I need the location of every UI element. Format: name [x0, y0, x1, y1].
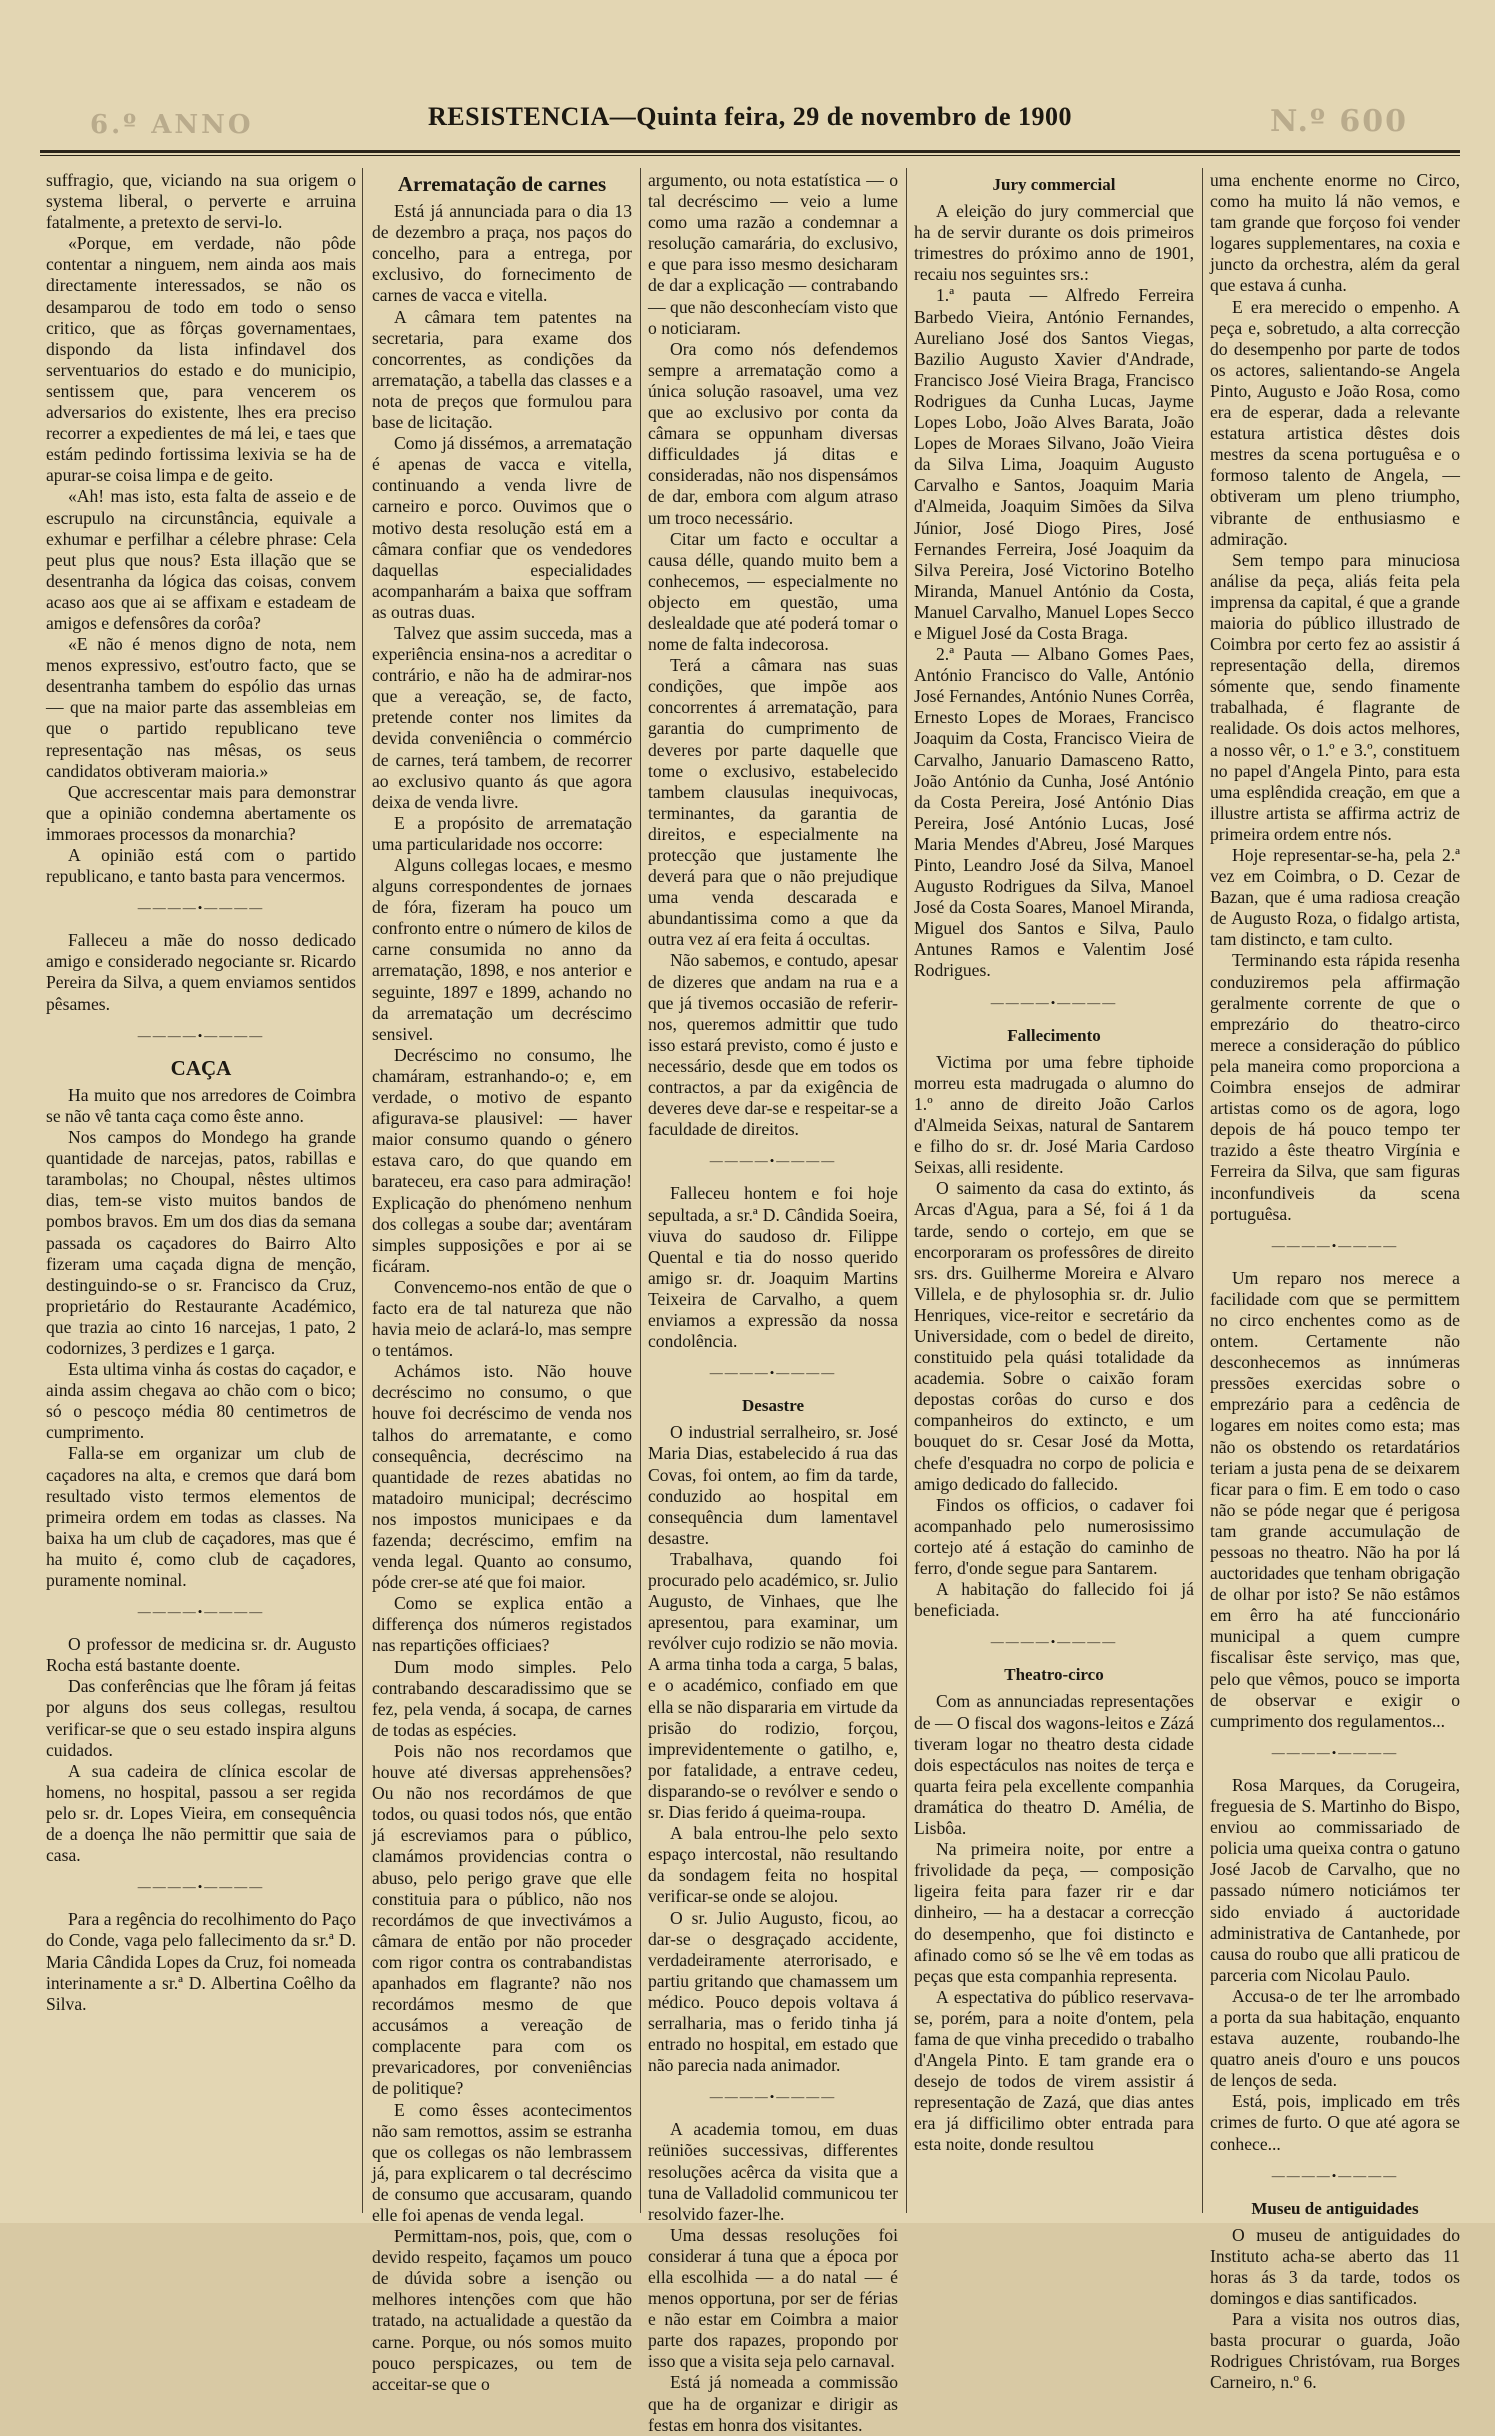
- paragraph: Rosa Marques, da Corugeira, freguesia de S. Martinho do Bispo, enviou ao commissariado de policia uma queixa contra o gatuno José Jacob de Carvalho, que no passado número noticiámos ter sido enviado á auctoridade administrativa de Cantanhede, por causa do roubo que alli praticou de parceria com Nicolau Paulo.: [1210, 1774, 1460, 1985]
- paragraph: Hoje representar-se-ha, pela 2.ª vez em Coimbra, o D. Cezar de Bazan, que é uma radiosa creação de Augusto Roza, o fidalgo artista, tam distincto, e tam culto.: [1210, 845, 1460, 950]
- paragraph: «Porque, em verdade, não pôde contentar a ninguem, nem ainda aos mais directamente interessados, se não os desamparou de todo em todo o senso critico, que as fôrças governamentaes, dispondo da lista infindavel dos serventuarios do estado e do municipio, sentissem que, para vencerem os adversarios do existente, lhes era preciso recorrer a expedientes de má lei, e taes que estám pedindo fortissima lexivia se ha de apurar-se coisa limpa e de geito.: [46, 233, 356, 486]
- paragraph: Trabalhava, quando foi procurado pelo académico, sr. Julio Augusto, de Vinhaes, que lhe apresentou, para examinar, um revólver cujo rodizio se não movia. A arma tinha toda a carga, 5 balas, e o académico, confiado em que ella se não dispararia em virtude da prisão do rodizio, forçou, imprevidentemente o gatilho, e, por fatalidade, a entrave cedeu, disparando-se o revólver e sendo o sr. Dias ferido á queima-roupa.: [648, 1548, 898, 1823]
- paragraph: Está já annunciada para o dia 13 de dezembro a praça, nos paços do concelho, para a entrega, por exclusivo, do fornecimento de carnes de vacca e vitella.: [372, 201, 632, 306]
- paragraph: Alguns collegas locaes, e mesmo alguns correspondentes de jornaes de fóra, fizeram ha pouco um confronto entre o número de kilos de carne consumida no anno da arrematação, 1898, e nos anterior e seguinte, 1897 e 1899, achando no da arrematação um decréscimo sensivel.: [372, 855, 632, 1044]
- column-1: [46, 170, 356, 2210]
- paragraph: Esta ultima vinha ás costas do caçador, e ainda assim chegava ao chão com o bico; só o pescoço média 80 centimetros de cumprimento.: [46, 1359, 356, 1443]
- paragraph: uma enchente enorme no Circo, como ha muito lá não vemos, e tam grande que forçoso foi vender logares supplementares, na coxia e juncto da orchestra, além da geral que estava á cunha.: [1210, 170, 1460, 296]
- paragraph: A sua cadeira de clínica escolar de homens, no hospital, passou a ser regida pelo sr. dr. Lopes Vieira, em consequência de a doença lhe não permittir que saia de casa.: [46, 1760, 356, 1866]
- ornament-divider: ————•————: [990, 994, 1118, 1010]
- ornament-divider: ————•————: [137, 1027, 265, 1043]
- column-3: [648, 170, 898, 2435]
- paragraph: Dum modo simples. Pelo contrabando descaradissimo que se fez, pela venda, á socapa, de carnes de todas as espécies.: [372, 1656, 632, 1740]
- paragraph: Não sabemos, e contudo, apesar de dizeres que andam na rua e a que já tivemos occasião de referir-nos, queremos admittir que tudo isso estará previsto, como é justo e necessário, desde que em todos os contractos, a par da exigência de deveres deve dar-se e respeitar-se a faculdade de direitos.: [648, 950, 898, 1140]
- paragraph: E era merecido o empenho. A peça e, sobretudo, a alta correcção do desempenho por parte de todos os actores, salientando-se Angela Pinto, Augusto e João Rosa, como era de esperar, dada a relevante estatura artistica dêstes dois mestres da scena portuguêsa e o formoso talento de Angela, — obtiveram um pleno triumpho, vibrante de enthusiasmo e admiração.: [1210, 296, 1460, 549]
- ornament-divider: ————•————: [709, 2089, 837, 2105]
- paragraph: Sem tempo para minuciosa análise da peça, aliás feita pela imprensa da capital, é que a grande maioria do público illustrado de Coimbra por certo fez ao assistir á representação della, diremos sómente que, sendo finamente trabalhada, é flagrante de realidade. Os dois actos melhores, a nosso vêr, o 1.º e 3.º, constituem no papel d'Angela Pinto, para esta uma esplêndida creação, em que a illustre artista se affirma actriz de primeira ordem entre nós.: [1210, 549, 1460, 844]
- paragraph: Permittam-nos, pois, que, com o devido respeito, façamos um pouco de dúvida sobre a isenção ou melhores intenções com que hão tratado, na actualidade a questão da carne. Porque, ou nós somos muito pouco perspicazes, ou tem de acceitar-se que o: [372, 2226, 632, 2394]
- paragraph: Para a regência do recolhimento do Paço do Conde, vaga pelo fallecimento da sr.ª D. Maria Cândida Lopes da Cruz, foi nomeada interinamente a sr.ª D. Albertina Coêlho da Silva.: [46, 1909, 356, 2014]
- section-heading-caca: CAÇA: [170, 1055, 232, 1080]
- paragraph: Como já dissémos, a arrematação é apenas de vacca e vitella, continuando a venda livre de carneiro e porco. Ouvimos que o motivo desta resolução está em a câmara confiar que os vendedores daquellas especialidades acompanharám a baixa que soffram as outras duas.: [372, 433, 632, 622]
- paragraph: Talvez que assim succeda, mas a experiência ensina-nos a acreditar o contrário, e não ha de admirar-nos que a vereação, se, de facto, pretende conter nos limites da devida conveniência o commércio de carnes, terá tambem, de recorrer ao exclusivo quanto ás que agora deixa de venda livre.: [372, 622, 632, 812]
- ornament-divider: ————•————: [1271, 1237, 1399, 1253]
- masthead-rule: [40, 150, 1460, 153]
- column-divider: [640, 168, 641, 2213]
- paragraph: A opinião está com o partido republicano, e tanto basta para vencermos.: [46, 845, 356, 887]
- paragraph: A espectativa do público reservava-se, porém, para a noite d'ontem, pela fama de que vinha precedido o trabalho d'Angela Pinto. E tam grande era o desejo de todos de virem assistir á representação de Zazá, que dias antes era já difficilimo obter entrada para esta noite, donde resultou: [914, 1986, 1194, 2155]
- paragraph: Falleceu hontem e foi hoje sepultada, a sr.ª D. Cândida Soeira, viuva do saudoso dr. Filippe Quental e tia do nosso querido amigo sr. dr. Joaquim Martins Teixeira de Carvalho, a quem enviamos a expressão da nossa condolência.: [648, 1183, 898, 1352]
- column-4: [914, 170, 1194, 2210]
- paragraph: Nos campos do Mondego ha grande quantidade de narcejas, patos, rabillas e tarambolas; no Choupal, nêstes ultimos dias, tem-se visto muitos bandos de pombos bravos. Em um dos dias da semana passada os caçadores do Bairro Alto fizeram uma caçada digna de menção, destinguindo-se o sr. Francisco da Cruz, proprietário do Restaurante Académico, que trazia ao cinto 16 narcejas, 1 pato, 2 codornizes, 3 perdizes e 1 garça.: [46, 1127, 356, 1358]
- paragraph: Que accrescentar mais para demonstrar que a opinião condemna abertamente os immoraes processos da monarchia?: [46, 781, 356, 844]
- ornament-divider: ————•————: [137, 1879, 265, 1895]
- section-heading-desastre: Desastre: [742, 1396, 804, 1416]
- paragraph: Convencemo-nos então de que o facto era de tal natureza que não havia meio de aclará-lo, mas sempre o tentámos.: [372, 1276, 632, 1361]
- paragraph: Achámos isto. Não houve decréscimo no consumo, o que houve foi decréscimo de venda nos talhos do arrematante, e como consequência, decréscimo na quantidade de rezes abatidas no matadoiro municipal; decréscimo nos impostos municipaes e da fazenda; decréscimo, emfim na venda legal. Quanto ao consumo, póde crer-se até que foi maior.: [372, 1361, 632, 1593]
- paragraph: O professor de medicina sr. dr. Augusto Rocha está bastante doente.: [46, 1634, 356, 1676]
- column-divider: [1202, 168, 1203, 2213]
- ornament-divider: ————•————: [990, 1634, 1118, 1650]
- ornament-divider: ————•————: [709, 1365, 837, 1381]
- column-5: [1210, 170, 1460, 2393]
- masthead: [0, 0, 1495, 160]
- paragraph: A academia tomou, em duas reüniões successivas, differentes resoluções acêrca da visita que a tuna de Valladolid communicou ter resolvido fazer-lhe.: [648, 2119, 898, 2224]
- paragraph: Pois não nos recordamos que houve até diversas apprehensões? Ou não nos recordámos de que todos, ou quasi todos nós, que então já escreviamos para o público, clamámos providencias contra o abuso, pelo perigo grave que elle constituia para o público, não nos recordámos de que invectivámos a câmara de então por não proceder com rigor contra os contrabandistas apanhados em flagrante? não nos recordámos mesmo de que accusámos a vereação de complacente para com os prevaricadores, por conveniências de politique?: [372, 1740, 632, 2099]
- paragraph: O saimento da casa do extinto, ás Arcas d'Agua, para a Sé, foi á 1 da tarde, sendo o cortejo, em que se encorporaram os professôres de direito srs. drs. Guilherme Moreira e Alvaro Villela, e de phylosophia sr. dr. Julio Henriques, vice-reitor e secretário da Universidade, com o bedel de direito, constituido pela quási totalidade da academia. Sobre o caixão foram depostas corôas do curso e dos companheiros do extincto, e um bouquet do sr. Cesar José da Motta, chefe d'esquadra no corpo de policia e amigo dedicado do fallecido.: [914, 1178, 1194, 1494]
- column-divider: [906, 168, 907, 2213]
- paragraph: Falleceu a mãe do nosso dedicado amigo e considerado negociante sr. Ricardo Pereira da Silva, a quem enviamos sentidos pêsames.: [46, 930, 356, 1014]
- paragraph: Na primeira noite, por entre a frivolidade da peça, — composição ligeira feita para fazer rir e dar dinheiro, — ha a destacar a correcção do desempenho, que foi distincto e afinado como só se lhe vê em todas as peças que esta companhia representa.: [914, 1839, 1194, 1986]
- paragraph: O museu de antiguidades do Instituto acha-se aberto das 11 horas ás 3 da tarde, todos os domingos e dias santificados.: [1210, 2224, 1460, 2309]
- paragraph: Ha muito que nos arredores de Coimbra se não vê tanta caça como êste anno.: [46, 1084, 356, 1126]
- paragraph: «E não é menos digno de nota, nem menos expressivo, est'outro facto, que se desentranha tambem do espólio das urnas — que na maior parte das assembleias em que o partido republicano teve representação nas mêsas, os seus candidatos obtiveram maioria.»: [46, 634, 356, 781]
- paragraph: Com as annunciadas representações de — O fiscal dos wagons-leitos e Zázá tiveram logar no theatro desta cidade dois espectáculos nas noites de terça e quarta feira pela excellente companhia dramática do theatro D. Amélia, de Lisbôa.: [914, 1691, 1194, 1839]
- paragraph: A habitação do fallecido foi já beneficiada.: [914, 1579, 1194, 1621]
- masthead-year-faded: 6.º ANNO: [90, 110, 254, 140]
- section-heading-arrematacao: Arrematação de carnes: [397, 172, 607, 196]
- paragraph: Das conferências que lhe fôram já feitas por alguns dos seus collegas, resultou verificar-se que o seu estado inspira alguns cuidados.: [46, 1676, 356, 1760]
- paragraph: Para a visita nos outros dias, basta procurar o guarda, João Rodrigues Christóvam, rua Borges Carneiro, n.º 6.: [1210, 2309, 1460, 2393]
- paragraph: 2.ª Pauta — Albano Gomes Paes, António Francisco do Valle, António José Fernandes, António Nunes Corrêa, Ernesto Lopes de Moraes, Francisco Joaquim da Costa, Francisco Vieira de Carvalho, Januario Damasceno Ratto, João António da Cunha, José António da Costa Pereira, José António Dias Pereira, José António Lucas, José Maria Mendes d'Abreu, José Marques Pinto, Leandro José da Silva, Manoel Augusto Rodrigues da Silva, Manoel José da Costa Soares, Manoel Miranda, Miguel dos Santos e Silva, Paulo Antunes Ramos e Valentim José Rodrigues.: [914, 644, 1194, 981]
- paragraph: Ora como nós defendemos sempre a arrematação como a única solução rasoavel, uma vez que ao exclusivo por conta da câmara se oppunham diversas difficuldades já ditas e consideradas, não nos dispensámos de dar, embora com algum atraso um troco necessário.: [648, 338, 898, 528]
- paragraph: O industrial serralheiro, sr. José Maria Dias, estabelecido á rua das Covas, foi ontem, ao fim da tarde, conduzido ao hospital em consequência dum lamentavel desastre.: [648, 1422, 898, 1548]
- paragraph: E como êsses acontecimentos não sam remottos, assim se estranha que os collegas os não lembrassem já, para explicarem o tal decréscimo de consumo que accusaram, quando elle foi apenas de venda legal.: [372, 2099, 632, 2225]
- paragraph: E a propósito de arrematação uma particularidade nos occorre:: [372, 812, 632, 854]
- paragraph: Está, pois, implicado em três crimes de furto. O que até agora se conhece...: [1210, 2091, 1460, 2154]
- paragraph: Um reparo nos merece a facilidade com que se permittem no circo enchentes como as de ontem. Certamente não desconhecemos as innúmeras pressões exercidas sobre o emprezário para a cedência de logares em noites como esta; mas não os obstendo os retardatários teriam a justa pena de se deixarem ficar para o fim. E em todo o caso não se póde negar que é perigosa tam grande accumulação de pessoas no theatro. Não ha por lá auctoridades que tenham obrigação de olhar por isto? Se não estâmos em êrro ha até funccionário municipal a quem cumpre fiscalisar êste serviço, mas que, pelo que vêmos, pouco se importa de observar e exigir o cumprimento dos regulamentos...: [1210, 1267, 1460, 1731]
- paragraph: Victima por uma febre tiphoide morreu esta madrugada o alumno do 1.º anno de direito João Carlos d'Almeida Seixas, natural de Santarem e filho do sr. dr. José Maria Cardoso Seixas, alli residente.: [914, 1051, 1194, 1178]
- paragraph: Terminando esta rápida resenha conduziremos pela affirmação geralmente corrente de que o emprezário do theatro-circo merece a consideração do público pela maneira como proporciona a Coimbra ensejos de admirar artistas como os de agora, logo depois de há pouco tempo ter trazido a êste theatro Virgínia e Ferreira da Silva, que sam figuras inconfundiveis da scena portuguêsa.: [1210, 950, 1460, 1224]
- paragraph: Terá a câmara nas suas condições, que impõe aos concorrentes á arrematação, para garantia do cumprimento de deveres por parte daquelle que tome o exclusivo, estabelecido tambem clausulas inequivocas, terminantes, da garantia de direitos, e especialmente na protecção que justamente lhe deverá para que o não prejudique uma venda descarada e abundantissima como a que da outra vez aí era feita á occultas.: [648, 655, 898, 950]
- paragraph: 1.ª pauta — Alfredo Ferreira Barbedo Vieira, António Fernandes, Aureliano José dos Santos Viegas, Bazilio Augusto Xavier d'Andrade, Francisco José Vieira Braga, Francisco Rodrigues da Cunha Lucas, Jayme Lopes Lobo, João Alves Barata, João Lopes de Moraes Silvano, João Vieira da Silva Lima, Joaquim Augusto Carvalho e Santos, Joaquim Maria d'Almeida, Joaquim Simões da Silva Júnior, José Diogo Pires, José Fernandes Ferreira, José Joaquim da Silva Pereira, José Victorino Botelho Miranda, Manuel António da Costa, Manuel Carvalho, Manuel Lopes Secco e Miguel José da Costa Braga.: [914, 285, 1194, 643]
- section-heading-theatro: Theatro-circo: [1004, 1665, 1104, 1685]
- column-2: [372, 170, 632, 2394]
- ornament-divider: ————•————: [709, 1153, 837, 1169]
- ornament-divider: ————•————: [1271, 2167, 1399, 2183]
- paragraph: «Ah! mas isto, esta falta de asseio e de escrupulo na circunstância, equivale a exhumar e perfilhar a célebre phrase: Cela peut plus que nous? Esta illação que se desentranha da lógica das coisas, convem acaso aos que ai se affixam e estadeam de amigos e defensôres da corôa?: [46, 486, 356, 633]
- paragraph: O sr. Julio Augusto, ficou, ao dar-se o desgraçado accidente, verdadeiramente aterrorisado, e partiu gritando que chamassem um médico. Pouco depois voltava á serralharia, mas o ferido tinha já entrado no hospital, em estado que não parecia nada animador.: [648, 1907, 898, 2076]
- paragraph: Findos os officios, o cadaver foi acompanhado pelo numerosissimo cortejo até á estação do caminho de ferro, d'onde segue para Santarem.: [914, 1494, 1194, 1578]
- masthead-number-faded: N.º 600: [1270, 104, 1409, 139]
- paragraph: A câmara tem patentes na secretaria, para exame dos concorrentes, as condições da arrematação, a tabella das classes e a nota de preços que formulou para base de licitação.: [372, 306, 632, 433]
- masthead-rule-thin: [40, 155, 1460, 156]
- paragraph: Está já nomeada a commissão que ha de organizar e dirigir as festas em honra dos visitantes.: [648, 2372, 898, 2435]
- ornament-divider: ————•————: [137, 900, 265, 916]
- paragraph: Citar um facto e occultar a causa délle, quando muito bem a conhecemos, — especialmente no objecto em questão, uma deslealdade que até poderá tomar o nome de falta indecorosa.: [648, 528, 898, 655]
- paragraph: suffragio, que, viciando na sua origem o systema liberal, o perverte e arruina fatalmente, a pretexto de servi-lo.: [46, 170, 356, 233]
- section-heading-jury: Jury commercial: [992, 175, 1116, 194]
- paragraph: Accusa-o de ter lhe arrombado a porta da sua habitação, enquanto estava auzente, roubando-lhe quatro aneis d'ouro e uns poucos de lenços de seda.: [1210, 1985, 1460, 2091]
- paragraph: argumento, ou nota estatística — o tal decréscimo — veio a lume como uma razão a condemnar a resolução camarária, do exclusivo, e que para isso mesmo desicharam de dar a explicação — contrabando — que não desconhecíam visto que o noticiaram.: [648, 170, 898, 338]
- section-heading-museu: Museu de antiguidades: [1251, 2198, 1419, 2218]
- section-heading-fallecimento: Fallecimento: [1007, 1025, 1101, 1045]
- paragraph: Falla-se em organizar um club de caçadores na alta, e cremos que dará bom resultado visto termos elementos de primeira ordem em todas as classes. Na baixa ha um club de caçadores, mas que é ha muito é, como club de caçadores, puramente nominal.: [46, 1443, 356, 1590]
- paragraph: Uma dessas resoluções foi considerar á tuna que a época por ella escolhida — a do natal — é menos opportuna, por ser de férias e não estar em Coimbra a maior parte dos rapazes, propondo por isso que a visita seja pelo carnaval.: [648, 2224, 898, 2372]
- paragraph: A eleição do jury commercial que ha de servir durante os dois primeiros trimestres do próximo anno de 1901, recaiu nos seguintes srs.:: [914, 201, 1194, 285]
- ornament-divider: ————•————: [1271, 1744, 1399, 1760]
- column-divider: [362, 168, 363, 2213]
- masthead-title: RESISTENCIA—Quinta feira, 29 de novembro de 1900: [428, 102, 1072, 131]
- ornament-divider: ————•————: [137, 1604, 265, 1620]
- paragraph: Decréscimo no consumo, lhe chamáram, estranhando-o; e, em verdade, o motivo de espanto afigurava-se plausivel: — haver maior consumo quando o género estava caro, do que quando em barateceu, era caso para admiração! Explicação do phenómeno nenhum dos collegas a soube dar; aventáram simples supposições e por ai se ficáram.: [372, 1044, 632, 1276]
- paragraph: A bala entrou-lhe pelo sexto espaço intercostal, não resultando da sondagem feita no hospital verificar-se onde se alojou.: [648, 1823, 898, 1907]
- paragraph: Como se explica então a differença dos números registados nas repartições officiaes?: [372, 1593, 632, 1656]
